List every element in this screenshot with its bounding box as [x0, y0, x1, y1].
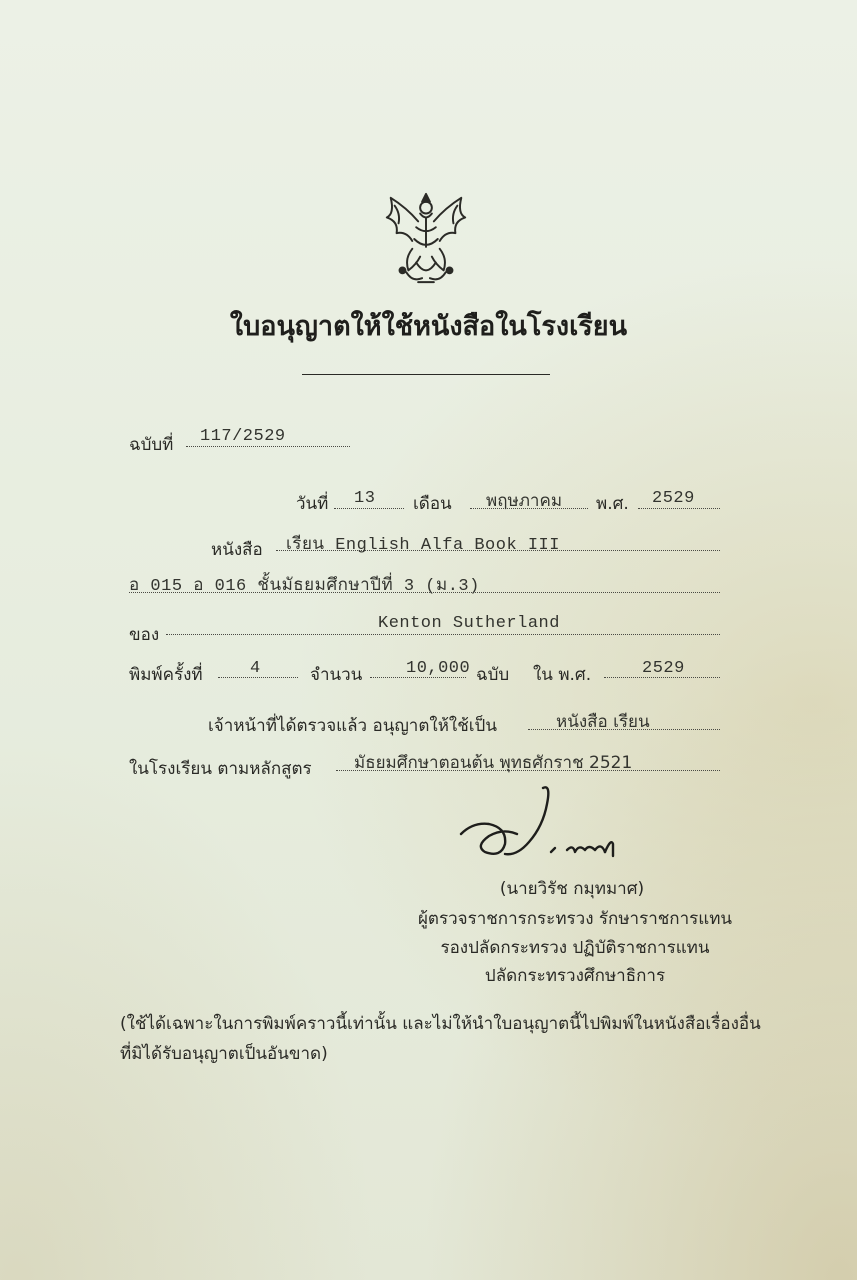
quantity-label: จำนวน	[310, 665, 363, 685]
author-dotted-line	[166, 634, 720, 635]
signatory-title-1: ผู้ตรวจราชการกระทรวง รักษาราชการแทน	[417, 909, 733, 929]
copy-no-value: 117/2529	[200, 427, 286, 446]
garuda-emblem-icon	[377, 188, 475, 290]
copy-no-dotted-line	[186, 446, 350, 447]
year-label: พ.ศ.	[596, 494, 629, 514]
book-title-value: เรียน English Alfa Book III	[286, 536, 560, 555]
month-label: เดือน	[413, 494, 452, 514]
edition-value: 4	[250, 659, 261, 678]
date-value: 13	[354, 489, 376, 508]
book-label: หนังสือ	[211, 540, 263, 560]
quantity-value: 10,000	[406, 659, 471, 678]
of-label: ของ	[129, 625, 160, 645]
edition-label: พิมพ์ครั้งที่	[129, 665, 203, 685]
date-label: วันที่	[296, 494, 329, 514]
signatory-title-3: ปลัดกระทรวงศึกษาธิการ	[484, 966, 666, 986]
print-year-value: 2529	[642, 659, 685, 678]
footnote-line-2: ที่มิได้รับอนุญาตเป็นอันขาด)	[120, 1044, 328, 1064]
month-value: พฤษภาคม	[486, 491, 563, 511]
book-course-value: อ 015 อ 016 ชั้นมัธยมศึกษาปีที่ 3 (ม.3)	[129, 577, 480, 596]
curriculum-label: ในโรงเรียน ตามหลักสูตร	[129, 759, 312, 779]
curriculum-value: มัธยมศึกษาตอนต้น พุทธศักราช 2521	[354, 753, 633, 773]
title-underline	[302, 374, 550, 375]
year-value: 2529	[652, 489, 695, 508]
signatory-title-2: รองปลัดกระทรวง ปฏิบัติราชการแทน	[440, 938, 710, 958]
copies-label: ฉบับ	[476, 665, 510, 685]
approval-value: หนังสือ เรียน	[556, 712, 650, 732]
footnote-line-1: (ใช้ได้เฉพาะในการพิมพ์คราวนี้เท่านั้น และไม่ให้นำใบอนุญาตนี้ไปพิมพ์ในหนังสือเรื่องอื่น	[120, 1014, 761, 1034]
handwritten-signature	[455, 782, 625, 867]
document-title: ใบอนุญาตให้ใช้หนังสือในโรงเรียน	[229, 311, 628, 342]
approval-text: เจ้าหน้าที่ได้ตรวจแล้ว อนุญาตให้ใช้เป็น	[208, 716, 497, 736]
date-dotted-line	[334, 508, 404, 509]
print-year-label: ใน พ.ศ.	[533, 665, 592, 685]
author-value: Kenton Sutherland	[378, 614, 560, 633]
signatory-name: (นายวิรัช กมุทมาศ)	[499, 879, 645, 899]
copy-no-label: ฉบับที่	[129, 435, 174, 455]
year-dotted-line	[638, 508, 720, 509]
